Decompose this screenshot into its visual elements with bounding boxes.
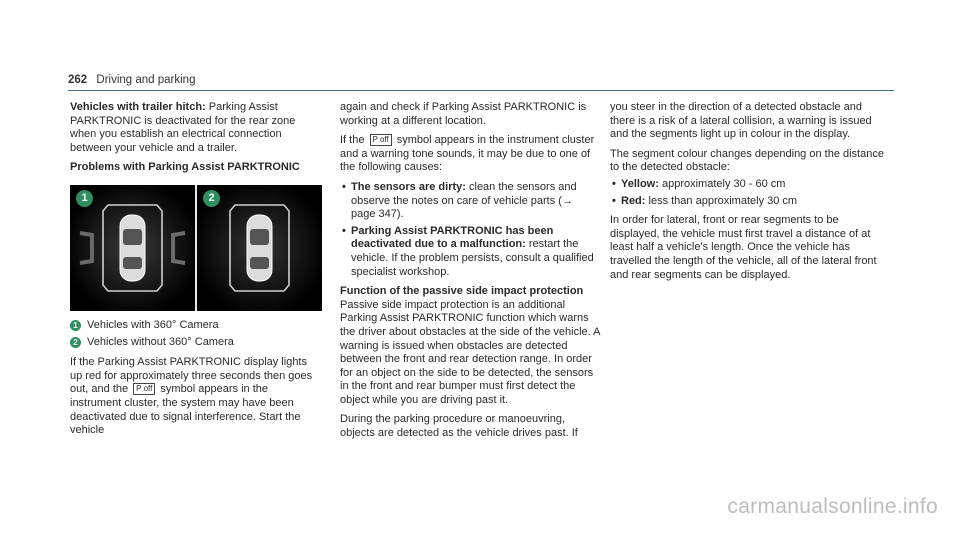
symbol-text-b: symbol appears in the instrument cluster and a warning tone sounds, it may be due to one of the following causes:: [340, 134, 595, 174]
colour-text: less than approximately 30 cm: [645, 194, 798, 207]
parktronic-off-icon: P off: [370, 134, 392, 146]
column-2: [340, 101, 600, 447]
cause-text: restart the vehicle. If the problem persists, consult a qualified specialist workshop.: [351, 238, 594, 278]
legend-text-1: Vehicles with 360° Camera: [87, 318, 219, 331]
symbol-paragraph: [340, 134, 600, 175]
list-item: [610, 195, 890, 209]
deactivation-paragraph: [70, 356, 322, 438]
list-item: [610, 178, 890, 192]
page-header: [68, 74, 195, 86]
watermark: carmanualsonline.info: [727, 495, 938, 518]
legend-num-2: 2: [70, 337, 81, 348]
panel-with-360-camera: [70, 185, 195, 311]
page-number: 262: [68, 74, 88, 86]
segment-colour-paragraph: The segment colour changes depending on the distance to the detected obstacle:: [610, 147, 884, 174]
symbol-text-a: If the: [340, 134, 365, 147]
column-3: [610, 101, 890, 288]
header-divider: [68, 90, 894, 91]
parking-procedure-paragraph: During the parking procedure or manoeuvring, objects are detected as the vehicle drives past. If: [340, 413, 578, 440]
trailer-paragraph: [70, 101, 322, 155]
list-item: [340, 225, 600, 279]
list-item: [340, 181, 600, 222]
cause-text: clean the sensors and observe the notes on care of vehicle parts (→ page 347).: [351, 180, 577, 221]
figure-label-2: 2: [203, 190, 220, 207]
causes-list: [340, 181, 600, 279]
legend-num-1: 1: [70, 320, 81, 331]
parktronic-off-icon: P off: [133, 383, 155, 395]
parktronic-figure: [70, 185, 322, 311]
colour-list: [610, 178, 890, 208]
section-title: Driving and parking: [96, 74, 196, 86]
colour-label: Yellow:: [621, 177, 659, 190]
trailer-text: Parking Assist PARKTRONIC is deactivated for the rear zone when you establish an electrical connection between your vehicle and a trailer.: [70, 101, 296, 154]
steer-paragraph: you steer in the direction of a detected obstacle and there is a risk of a lateral collision, a warning is issued and the segments light up in colour in the display.: [610, 101, 872, 141]
colour-text: approximately 30 - 60 cm: [658, 177, 786, 190]
trailer-title: Vehicles with trailer hitch:: [70, 101, 206, 113]
deactivation-text-b: symbol appears in the instrument cluster, the system may have been deactivated due to signal interference. Start the vehicle: [70, 383, 301, 437]
retry-paragraph: again and check if Parking Assist PARKTRONIC is working at a different location.: [340, 101, 587, 127]
panel-without-360-camera: [197, 185, 322, 311]
cause-title: Parking Assist PARKTRONIC has been deactivated due to a malfunction:: [351, 224, 554, 251]
figure-label-1: 1: [76, 190, 93, 207]
segments-display-paragraph: In order for lateral, front or rear segments to be displayed, the vehicle must first travel a distance of at least half a vehicle's length. Once the vehicle has travelled the length of the vehicle, all of the lateral front and rear segments can be displayed.: [610, 214, 877, 281]
deactivation-text-a: If the Parking Assist PARKTRONIC display lights up red for approximately three seconds then goes out, and the: [70, 356, 313, 396]
legend-text-2: Vehicles without 360° Camera: [87, 335, 234, 348]
problems-heading: Problems with Parking Assist PARKTRONIC: [70, 161, 300, 174]
cause-title: The sensors are dirty:: [351, 180, 466, 193]
legend-item-1: [70, 319, 322, 333]
legend-item-2: [70, 336, 322, 350]
column-1: [70, 101, 322, 444]
function-heading: Function of the passive side impact protection: [340, 285, 584, 298]
side-impact-paragraph: Passive side impact protection is an additional Parking Assist PARKTRONIC function which warns the driver about obstacles at the side of the vehicle. A warning is issued when obstacles are detected between the front and rear detection range. In order for an object on the side to be detected, the sensors in the front and rear bumper must first detect the object while you are driving past it.: [340, 298, 600, 406]
colour-label: Red:: [621, 194, 646, 207]
